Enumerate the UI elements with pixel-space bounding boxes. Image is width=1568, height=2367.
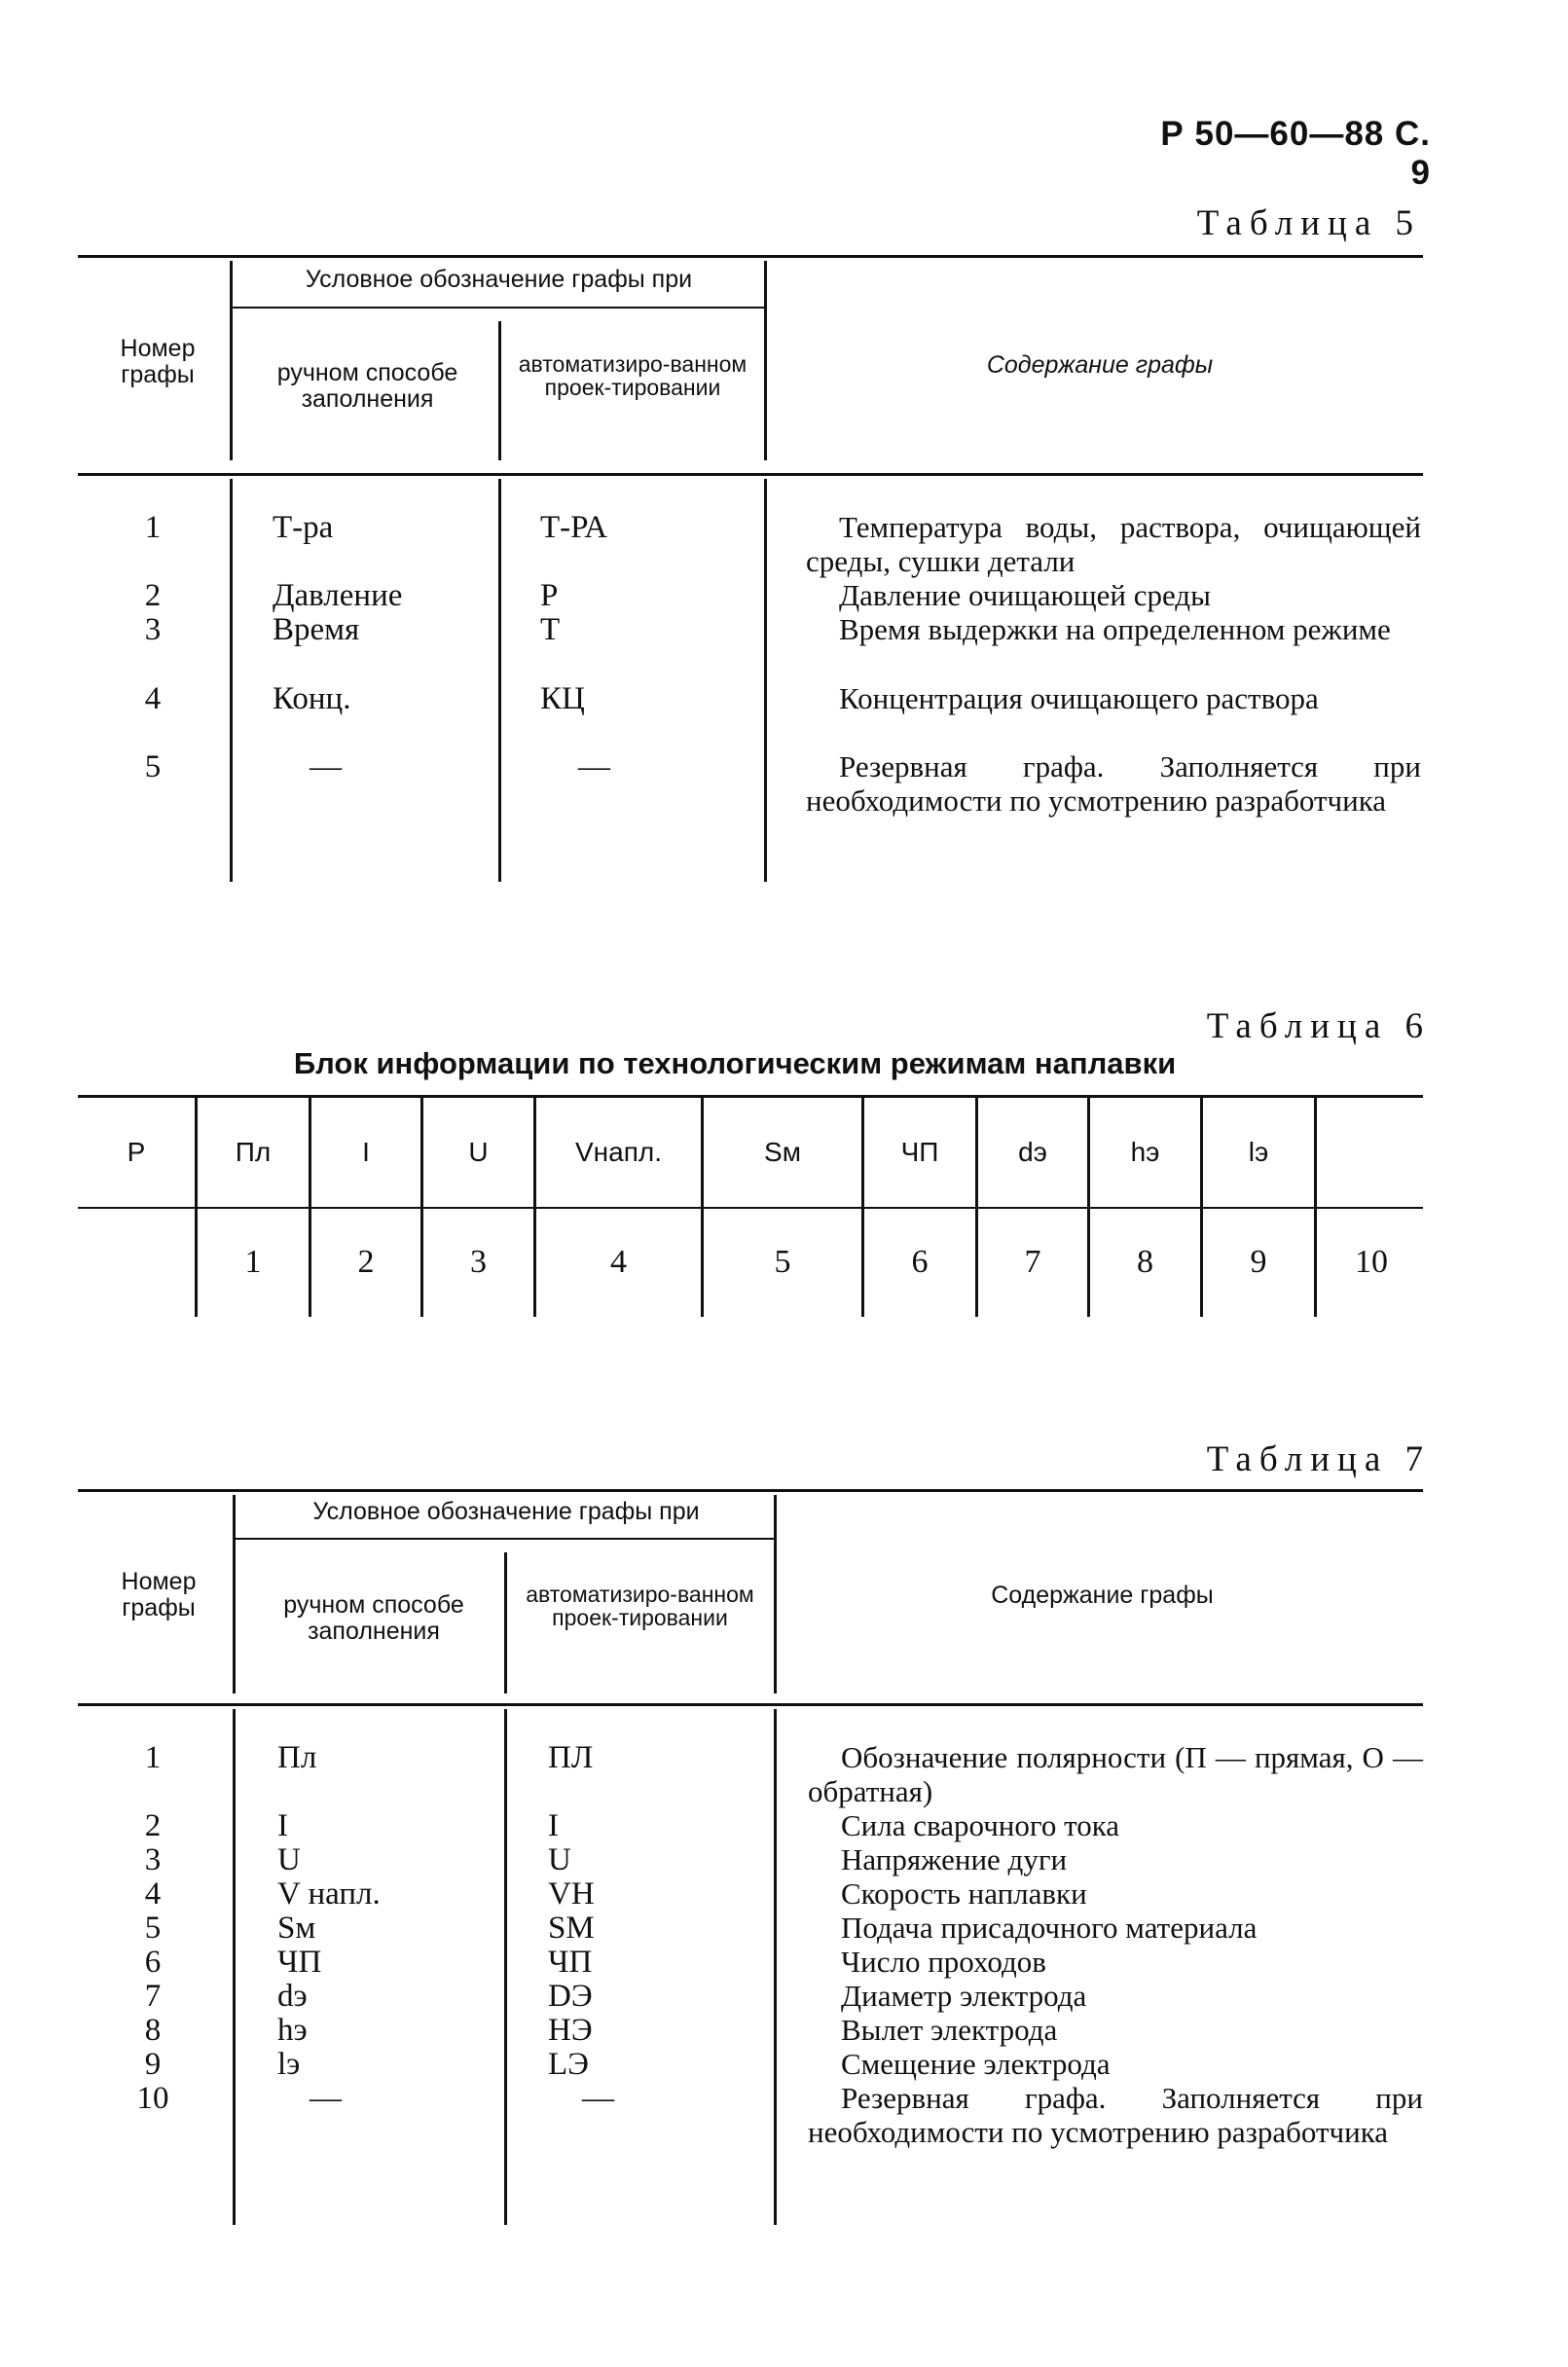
manual-code: I (277, 1808, 288, 1843)
row-description: Давление очищающей среды (839, 578, 1211, 612)
manual-code: ЧП (277, 1945, 322, 1980)
row-description: Скорость наплавки (841, 1876, 1087, 1911)
auto-code: I (548, 1808, 559, 1843)
manual-code: Т-ра (273, 510, 334, 545)
auto-code: НЭ (548, 2013, 593, 2048)
manual-code: lэ (277, 2047, 301, 2082)
header-content: Содержание графы (986, 351, 1214, 379)
header-designation: Условное обозначение графы при (305, 266, 693, 293)
header-content: Содержание графы (991, 1582, 1214, 1609)
row-number: 3 (144, 1842, 162, 1877)
auto-code: ЧП (548, 1945, 593, 1980)
table-caption: Таблица 6 (1206, 1006, 1431, 1046)
header-cell: I (362, 1137, 370, 1167)
header-cell: Vнапл. (575, 1137, 662, 1167)
auto-code: — (582, 2081, 614, 2116)
manual-code: V напл. (277, 1876, 381, 1912)
row-description: Температура воды, раствора, очищающей среды, сушки детали (806, 510, 1421, 578)
row-number: 5 (144, 1911, 162, 1946)
column-number: 3 (470, 1244, 487, 1280)
column-number: 6 (911, 1244, 929, 1280)
row-number: 9 (144, 2047, 162, 2082)
header-cell: dэ (1018, 1137, 1047, 1167)
row-number: 5 (144, 749, 162, 784)
header-cell: hэ (1130, 1137, 1160, 1167)
row-description: Напряжение дуги (841, 1842, 1068, 1876)
row-description: Диаметр электрода (841, 1979, 1087, 2013)
auto-code: VH (548, 1876, 595, 1912)
manual-code: — (310, 2081, 342, 2116)
table-caption: Таблица 7 (1206, 1439, 1431, 1479)
table-title: Блок информации по технологическим режимам наплавки (293, 1046, 1177, 1080)
page-header: Р 50—60—88 С. 9 (1160, 115, 1431, 192)
row-number: 8 (144, 2013, 162, 2048)
row-number: 1 (144, 510, 162, 545)
header-cell: lэ (1248, 1137, 1269, 1167)
auto-code: ПЛ (548, 1740, 594, 1775)
row-description: Подача присадочного материала (841, 1911, 1258, 1945)
header-cell: U (468, 1137, 489, 1167)
manual-code: Конц. (273, 681, 351, 716)
header-cell: ЧП (900, 1137, 939, 1167)
row-description: Время выдержки на определенном режиме (839, 612, 1391, 646)
row-number: 3 (144, 612, 162, 647)
auto-code: U (548, 1842, 571, 1877)
row-description: Вылет электрода (841, 2013, 1058, 2047)
auto-code: КЦ (540, 681, 585, 716)
header-cell: Sм (764, 1137, 801, 1167)
header-manual: ручном способе заполнения (283, 1591, 464, 1645)
row-number: 10 (136, 2081, 169, 2116)
row-description: Концентрация очищающего раствора (839, 681, 1319, 715)
manual-code: Время (273, 612, 360, 647)
column-number: 7 (1024, 1244, 1041, 1280)
row-description: Обозначение полярности (П — прямая, О — обратная) (808, 1740, 1423, 1808)
column-number: 2 (357, 1244, 375, 1280)
table-caption: Таблица 5 (1196, 203, 1421, 243)
auto-code: Р (540, 578, 559, 613)
manual-code: Sм (277, 1911, 316, 1946)
row-description: Сила сварочного тока (841, 1808, 1120, 1842)
manual-code: hэ (277, 2013, 308, 2048)
row-description: Резервная графа. Заполняется при необходимости по усмотрению разработчика (806, 749, 1421, 818)
manual-code: Пл (277, 1740, 317, 1775)
row-description: Число проходов (841, 1945, 1046, 1979)
column-number: 10 (1355, 1244, 1388, 1280)
header-cell: Р (127, 1137, 146, 1167)
auto-code: — (578, 749, 610, 784)
header-number: Номер графы (120, 335, 196, 388)
header-auto: автоматизиро-ванном проек-тировании (518, 351, 748, 400)
row-number: 6 (144, 1945, 162, 1980)
row-number: 2 (144, 1808, 162, 1843)
row-description: Смещение электрода (841, 2047, 1111, 2081)
header-number: Номер графы (121, 1568, 197, 1621)
row-number: 2 (144, 578, 162, 613)
header-auto: автоматизиро-ванном проек-тировании (526, 1582, 754, 1630)
auto-code: Т (540, 612, 561, 647)
auto-code: SM (548, 1911, 595, 1946)
column-number: 9 (1250, 1244, 1267, 1280)
row-number: 7 (144, 1979, 162, 2014)
manual-code: dэ (277, 1979, 308, 2014)
auto-code: LЭ (548, 2047, 589, 2082)
column-number: 5 (774, 1244, 791, 1280)
row-description: Резервная графа. Заполняется при необходимости по усмотрению разработчика (808, 2081, 1423, 2149)
row-number: 4 (144, 681, 162, 716)
header-manual: ручном способе заполнения (276, 359, 458, 413)
row-number: 4 (144, 1876, 162, 1912)
column-number: 4 (610, 1244, 627, 1280)
row-number: 1 (144, 1740, 162, 1775)
header-designation: Условное обозначение графы при (312, 1498, 700, 1525)
column-number: 8 (1137, 1244, 1153, 1280)
manual-code: — (310, 749, 342, 784)
manual-code: Давление (273, 578, 403, 613)
column-number: 1 (244, 1244, 262, 1280)
auto-code: DЭ (548, 1979, 593, 2014)
manual-code: U (277, 1842, 301, 1877)
auto-code: Т-РА (540, 510, 608, 545)
header-cell: Пл (235, 1137, 272, 1167)
